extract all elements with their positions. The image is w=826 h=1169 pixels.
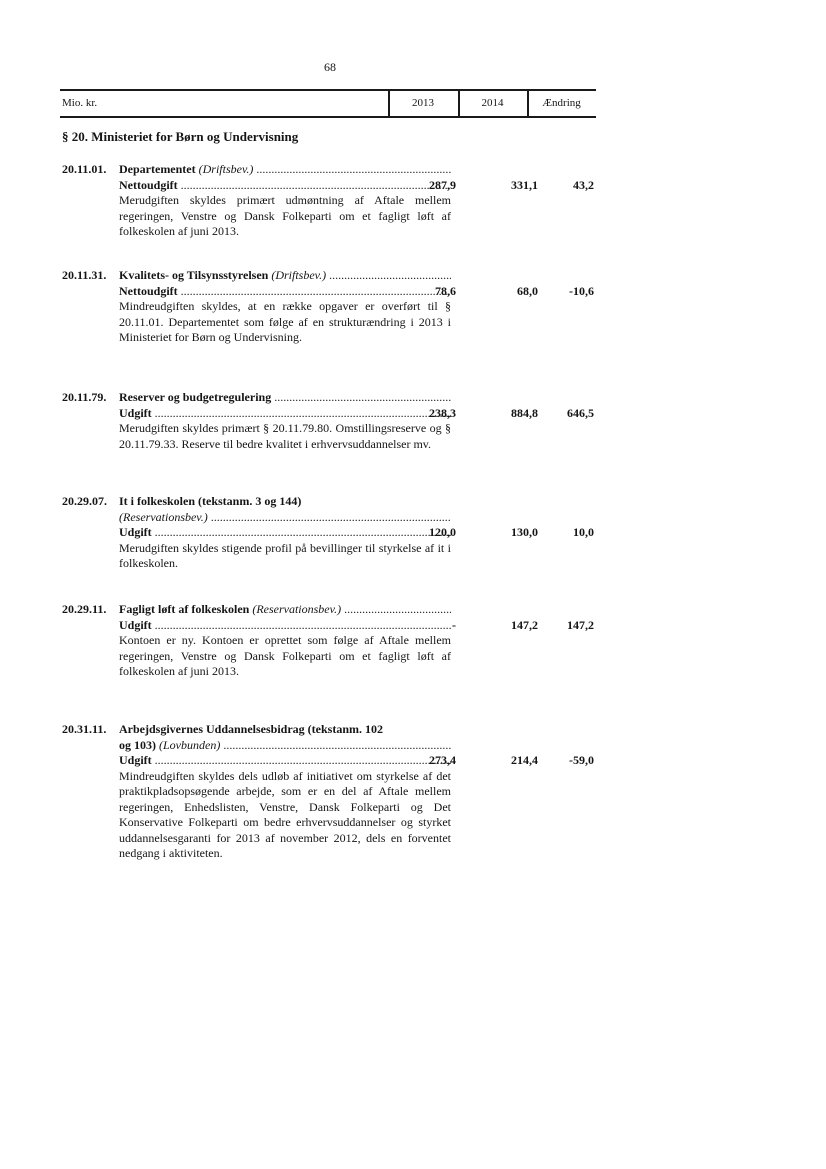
account-name: [119, 602, 451, 618]
account-name-text: Kvalitets- og Tilsynsstyrelsen: [119, 268, 272, 282]
value-2014: 147,2: [511, 617, 538, 632]
entry-body: [119, 268, 451, 346]
expense-kind-text: Nettoudgift: [119, 283, 178, 298]
expense-kind-text: Udgift: [119, 617, 152, 632]
expense-kind-text: Nettoudgift: [119, 177, 178, 192]
expense-kind-text: Udgift: [119, 405, 152, 420]
explanation-text: Mindreudgiften skyldes dels udløb af initiativet om styrkelse af det praktikpladsopsøgende arbejde, som er en del af Aftale mellem regeringen, Enhedslisten, Venstre, Dansk Folkeparti og Det Konservative Folkeparti om bedre erhvervsuddannelser og styrket uddannelsesgaranti for 2013 af november 2012, dels en forventet nedgang i aktiviteten.: [119, 768, 451, 860]
value-2014: 214,4: [511, 753, 538, 767]
account-name: [119, 390, 451, 406]
value-2013: 273,4: [429, 753, 456, 767]
entry-body: [119, 390, 451, 452]
explanation-text: Merudgiften skyldes primært § 20.11.79.80. Omstillingsreserve og § 20.11.79.33. Reserve til bedre kvalitet i erhvervsuddannelser mv.: [119, 421, 451, 451]
account-name: [119, 162, 451, 178]
value-2014: 331,1: [511, 177, 538, 192]
appropriation-type: (Driftsbev.): [271, 268, 327, 282]
value-change: 646,5: [567, 405, 594, 420]
value-2013: 120,0: [429, 525, 456, 539]
section-title: § 20. Ministeriet for Børn og Undervisning: [62, 129, 299, 144]
account-code: 20.29.07.: [62, 494, 107, 508]
account-code: 20.11.79.: [62, 390, 107, 404]
account-name: [119, 510, 451, 526]
header-top-rule: [60, 89, 596, 91]
explanation-text: Kontoen er ny. Kontoen er oprettet som følge af Aftale mellem regeringen, Venstre og Dansk Folkeparti om et fagligt løft af folkeskolen af juni 2013.: [119, 633, 451, 678]
account-code: 20.29.11.: [62, 602, 107, 616]
value-change: -10,6: [569, 283, 594, 298]
header-2013: 2013: [412, 97, 434, 109]
appropriation-type: (Reservationsbev.): [252, 602, 342, 616]
account-name: [119, 494, 451, 510]
value-2014: 68,0: [517, 283, 538, 298]
header-2014: 2014: [481, 97, 504, 109]
explanation-text: Merudgiften skyldes primært udmøntning af Aftale mellem regeringen, Venstre og Dansk Folkeparti om et fagligt løft af folkeskolen af juni 2013.: [119, 193, 451, 238]
value-change: -59,0: [569, 753, 594, 767]
account-name-text: Arbejdsgivernes Uddannelsesbidrag (tekstanm. 102: [119, 722, 384, 736]
explanation-text: Merudgiften skyldes stigende profil på bevillinger til styrkelse af it i folkeskolen.: [119, 540, 451, 570]
page-number: 68: [324, 60, 336, 74]
entry-body: [119, 162, 451, 240]
value-change: 147,2: [567, 617, 594, 632]
account-name-text: Departementet: [119, 162, 199, 176]
appropriation-type: (Lovbunden): [159, 737, 221, 752]
expense-kind-text: Udgift: [119, 525, 152, 539]
header-bottom-rule: [60, 116, 596, 118]
value-2013: 78,6: [435, 283, 456, 298]
account-name-text: It i folkeskolen (tekstanm. 3 og 144): [119, 494, 302, 508]
account-name-text: og 103): [119, 737, 159, 752]
value-change: 43,2: [573, 177, 594, 192]
explanation-text: Mindreudgiften skyldes, at en række opgaver er overført til § 20.11.01. Departementet som følge af en strukturændring i 2013 i Ministeriet for Børn og Undervisning.: [119, 299, 451, 344]
appropriation-type: (Reservationsbev.): [119, 509, 208, 524]
account-name-text: Reserver og budgetregulering: [119, 390, 272, 404]
value-2013: -: [452, 617, 456, 632]
account-name: [119, 268, 451, 284]
account-name-text: Fagligt løft af folkeskolen: [119, 602, 253, 616]
value-2014: 884,8: [511, 405, 538, 420]
value-2014: 130,0: [511, 525, 538, 539]
entry-body: [119, 722, 451, 862]
appropriation-type: (Driftsbev.): [198, 162, 254, 176]
account-name: [119, 738, 451, 754]
account-code: 20.11.31.: [62, 268, 107, 282]
entry-body: [119, 602, 451, 680]
header-unit: Mio. kr.: [62, 97, 98, 109]
value-change: 10,0: [573, 525, 594, 539]
account-code: 20.11.01.: [62, 162, 107, 176]
value-2013: 238,3: [429, 405, 456, 420]
header-change: Ændring: [542, 97, 581, 109]
account-name: [119, 722, 451, 738]
expense-kind-text: Udgift: [119, 753, 152, 767]
value-2013: 287,9: [429, 177, 456, 192]
account-code: 20.31.11.: [62, 722, 107, 736]
